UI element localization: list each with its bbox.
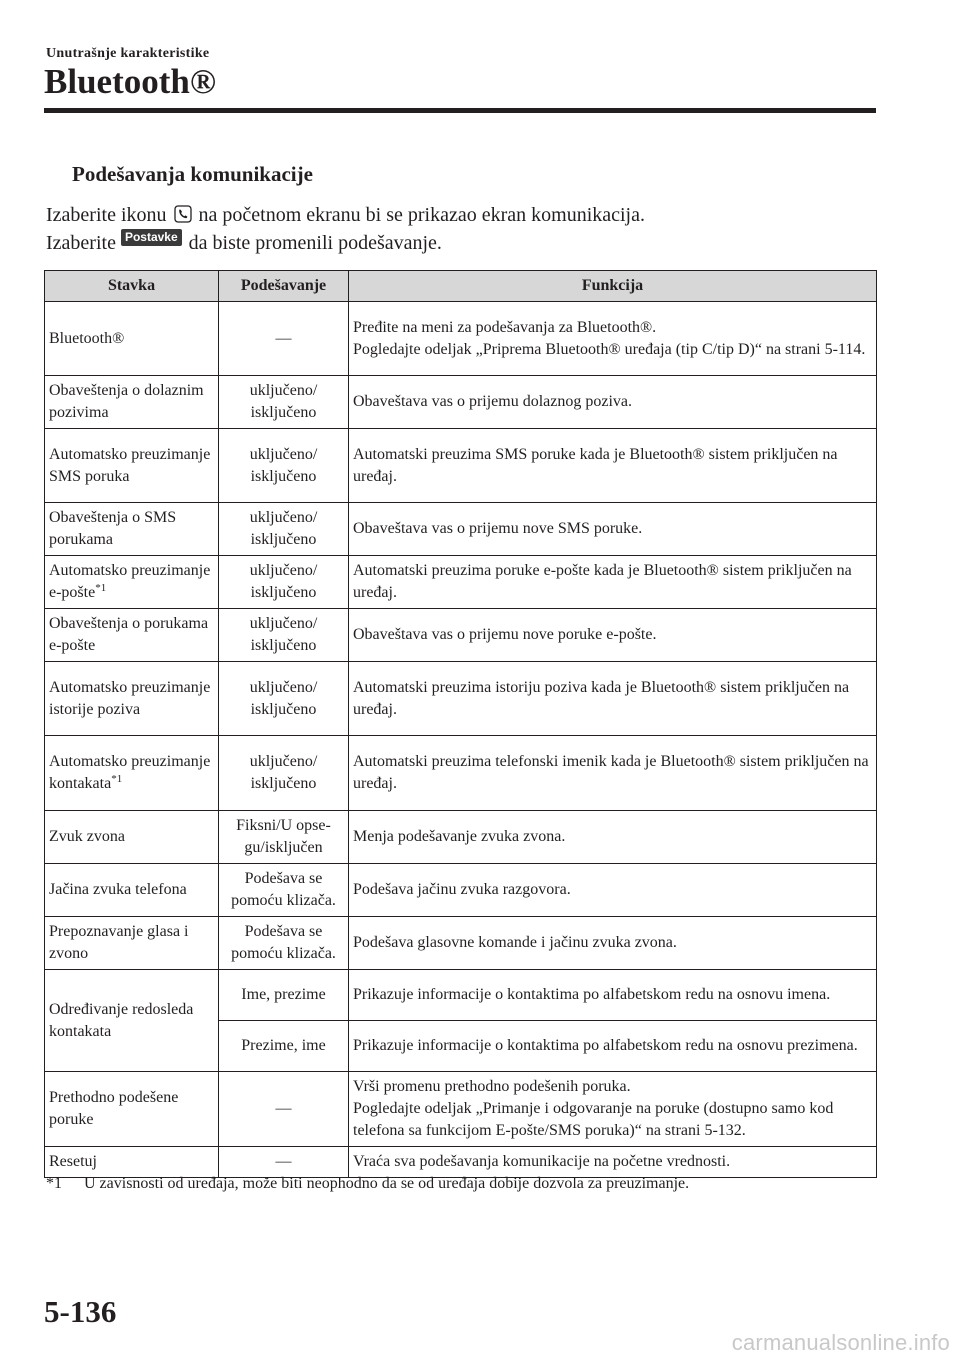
row-function: Obaveštava vas o prijemu nove poruke e-pošte.: [349, 609, 877, 662]
table-row: [45, 609, 877, 662]
row-item: Obaveštenja o porukama e-pošte: [45, 609, 219, 662]
table-row: [45, 302, 877, 376]
row-function: Prikazuje informacije o kontaktima po alfabetskom redu na osnovu prezimena.: [349, 1021, 877, 1072]
row-value: Podešava se pomoću klizača.: [219, 917, 349, 970]
header-item: Stavka: [45, 271, 219, 302]
row-function: Vraća sva podešavanja komunikacije na početne vrednosti.: [349, 1147, 877, 1178]
table-row: [45, 970, 877, 1021]
row-item: [45, 556, 219, 609]
table-row: [45, 662, 877, 736]
table-row: [45, 376, 877, 429]
settings-table: [44, 270, 877, 1178]
row-function: Automatski preuzima SMS poruke kada je Bluetooth® sistem priključen na uređaj.: [349, 429, 877, 503]
row-item: [45, 736, 219, 811]
table-row: [45, 503, 877, 556]
row-function-line: Pogledajte odeljak „Primanje i odgovaranje na poruke (dostupno samo kod telefona sa funkcijom E-pošte/SMS poruka)“ na strani 5-132.: [353, 1100, 834, 1139]
intro-line-1-before: Izaberite ikonu: [46, 204, 167, 226]
row-item: Automatsko preuzimanje istorije poziva: [45, 662, 219, 736]
row-value: uključeno/ isključeno: [219, 429, 349, 503]
footnote: [46, 1173, 689, 1195]
row-function: Automatski preuzima telefonski imenik kada je Bluetooth® sistem priključen na uređaj.: [349, 736, 877, 811]
row-value: —: [219, 1072, 349, 1147]
row-item: Određivanje redosleda kontakata: [45, 970, 219, 1072]
row-item: Resetuj: [45, 1147, 219, 1178]
page-number: 5-136: [44, 1294, 117, 1329]
header-function: Funkcija: [349, 271, 877, 302]
row-value: uključeno/ isključeno: [219, 503, 349, 556]
row-function: [349, 1072, 877, 1147]
header-setting: Podešavanje: [219, 271, 349, 302]
settings-key-label: Postavke: [121, 229, 182, 246]
row-value: Fiksni/U opse-gu/isključen: [219, 811, 349, 864]
page-title: Bluetooth®: [44, 62, 216, 101]
table-row: [45, 864, 877, 917]
row-value: uključeno/ isključeno: [219, 376, 349, 429]
watermark: carmanualsonline.info: [731, 1330, 950, 1355]
row-item: Obaveštenja o SMS porukama: [45, 503, 219, 556]
table-row: [45, 736, 877, 811]
row-function: Automatski preuzima istoriju poziva kada je Bluetooth® sistem priključen na uređaj.: [349, 662, 877, 736]
row-function-line: Pogledajte odeljak „Priprema Bluetooth® uređaja (tip C/tip D)“ na strani 5-114.: [353, 340, 866, 358]
row-value: Podešava se pomoću klizača.: [219, 864, 349, 917]
row-value: uključeno/ isključeno: [219, 556, 349, 609]
row-item-text: Automatsko preuzimanje e-pošte: [49, 562, 211, 601]
row-value: Ime, prezime: [219, 970, 349, 1021]
footnote-mark: *1: [46, 1175, 62, 1192]
row-item: Automatsko preuzimanje SMS poruka: [45, 429, 219, 503]
row-value: Prezime, ime: [219, 1021, 349, 1072]
row-value: —: [219, 302, 349, 376]
footnote-ref: *1: [95, 582, 107, 594]
row-item-text: Automatsko preuzimanje kontakata: [49, 753, 211, 792]
row-item: Zvuk zvona: [45, 811, 219, 864]
table-row: [45, 917, 877, 970]
row-item: Prepoznavanje glasa i zvono: [45, 917, 219, 970]
table-row: [45, 1072, 877, 1147]
phone-icon: [174, 203, 192, 231]
section-label: Unutrašnje karakteristike: [46, 46, 210, 61]
footnote-text: U zavisnosti od uređaja, može biti neophodno da se od uređaja dobije dozvola za preuzimanje.: [84, 1175, 690, 1192]
row-function: Prikazuje informacije o kontaktima po alfabetskom redu na osnovu imena.: [349, 970, 877, 1021]
intro-line-2-before: Izaberite: [46, 232, 116, 254]
row-function: Podešava jačinu zvuka razgovora.: [349, 864, 877, 917]
row-function: Obaveštava vas o prijemu dolaznog poziva.: [349, 376, 877, 429]
footnote-ref: *1: [111, 773, 123, 785]
row-function: Automatski preuzima poruke e-pošte kada je Bluetooth® sistem priključen na uređaj.: [349, 556, 877, 609]
intro-line-1: [46, 201, 645, 231]
row-value: uključeno/ isključeno: [219, 609, 349, 662]
section-heading: Podešavanja komunikacije: [72, 162, 313, 186]
row-item: Obaveštenja o dolaznim pozivima: [45, 376, 219, 429]
row-item: Prethodno podešene poruke: [45, 1072, 219, 1147]
row-function: [349, 302, 877, 376]
row-value: uključeno/ isključeno: [219, 736, 349, 811]
row-item: Bluetooth®: [45, 302, 219, 376]
table-row: [45, 429, 877, 503]
row-function-line: Pređite na meni za podešavanja za Bluetooth®.: [353, 318, 657, 336]
intro-line-2: [46, 229, 442, 257]
table-header-row: [45, 271, 877, 302]
row-value: —: [219, 1147, 349, 1178]
intro-line-1-after: na početnom ekranu bi se prikazao ekran komunikacija.: [198, 204, 645, 226]
row-function: Menja podešavanje zvuka zvona.: [349, 811, 877, 864]
intro-line-2-after: da biste promenili podešavanje.: [188, 232, 442, 254]
row-function: Podešava glasovne komande i jačinu zvuka zvona.: [349, 917, 877, 970]
table-row: [45, 811, 877, 864]
row-function-line: Vrši promenu prethodno podešenih poruka.: [353, 1078, 631, 1095]
table-row: [45, 556, 877, 609]
row-value: uključeno/ isključeno: [219, 662, 349, 736]
row-item: Jačina zvuka telefona: [45, 864, 219, 917]
row-function: Obaveštava vas o prijemu nove SMS poruke.: [349, 503, 877, 556]
header-divider: [44, 108, 876, 113]
